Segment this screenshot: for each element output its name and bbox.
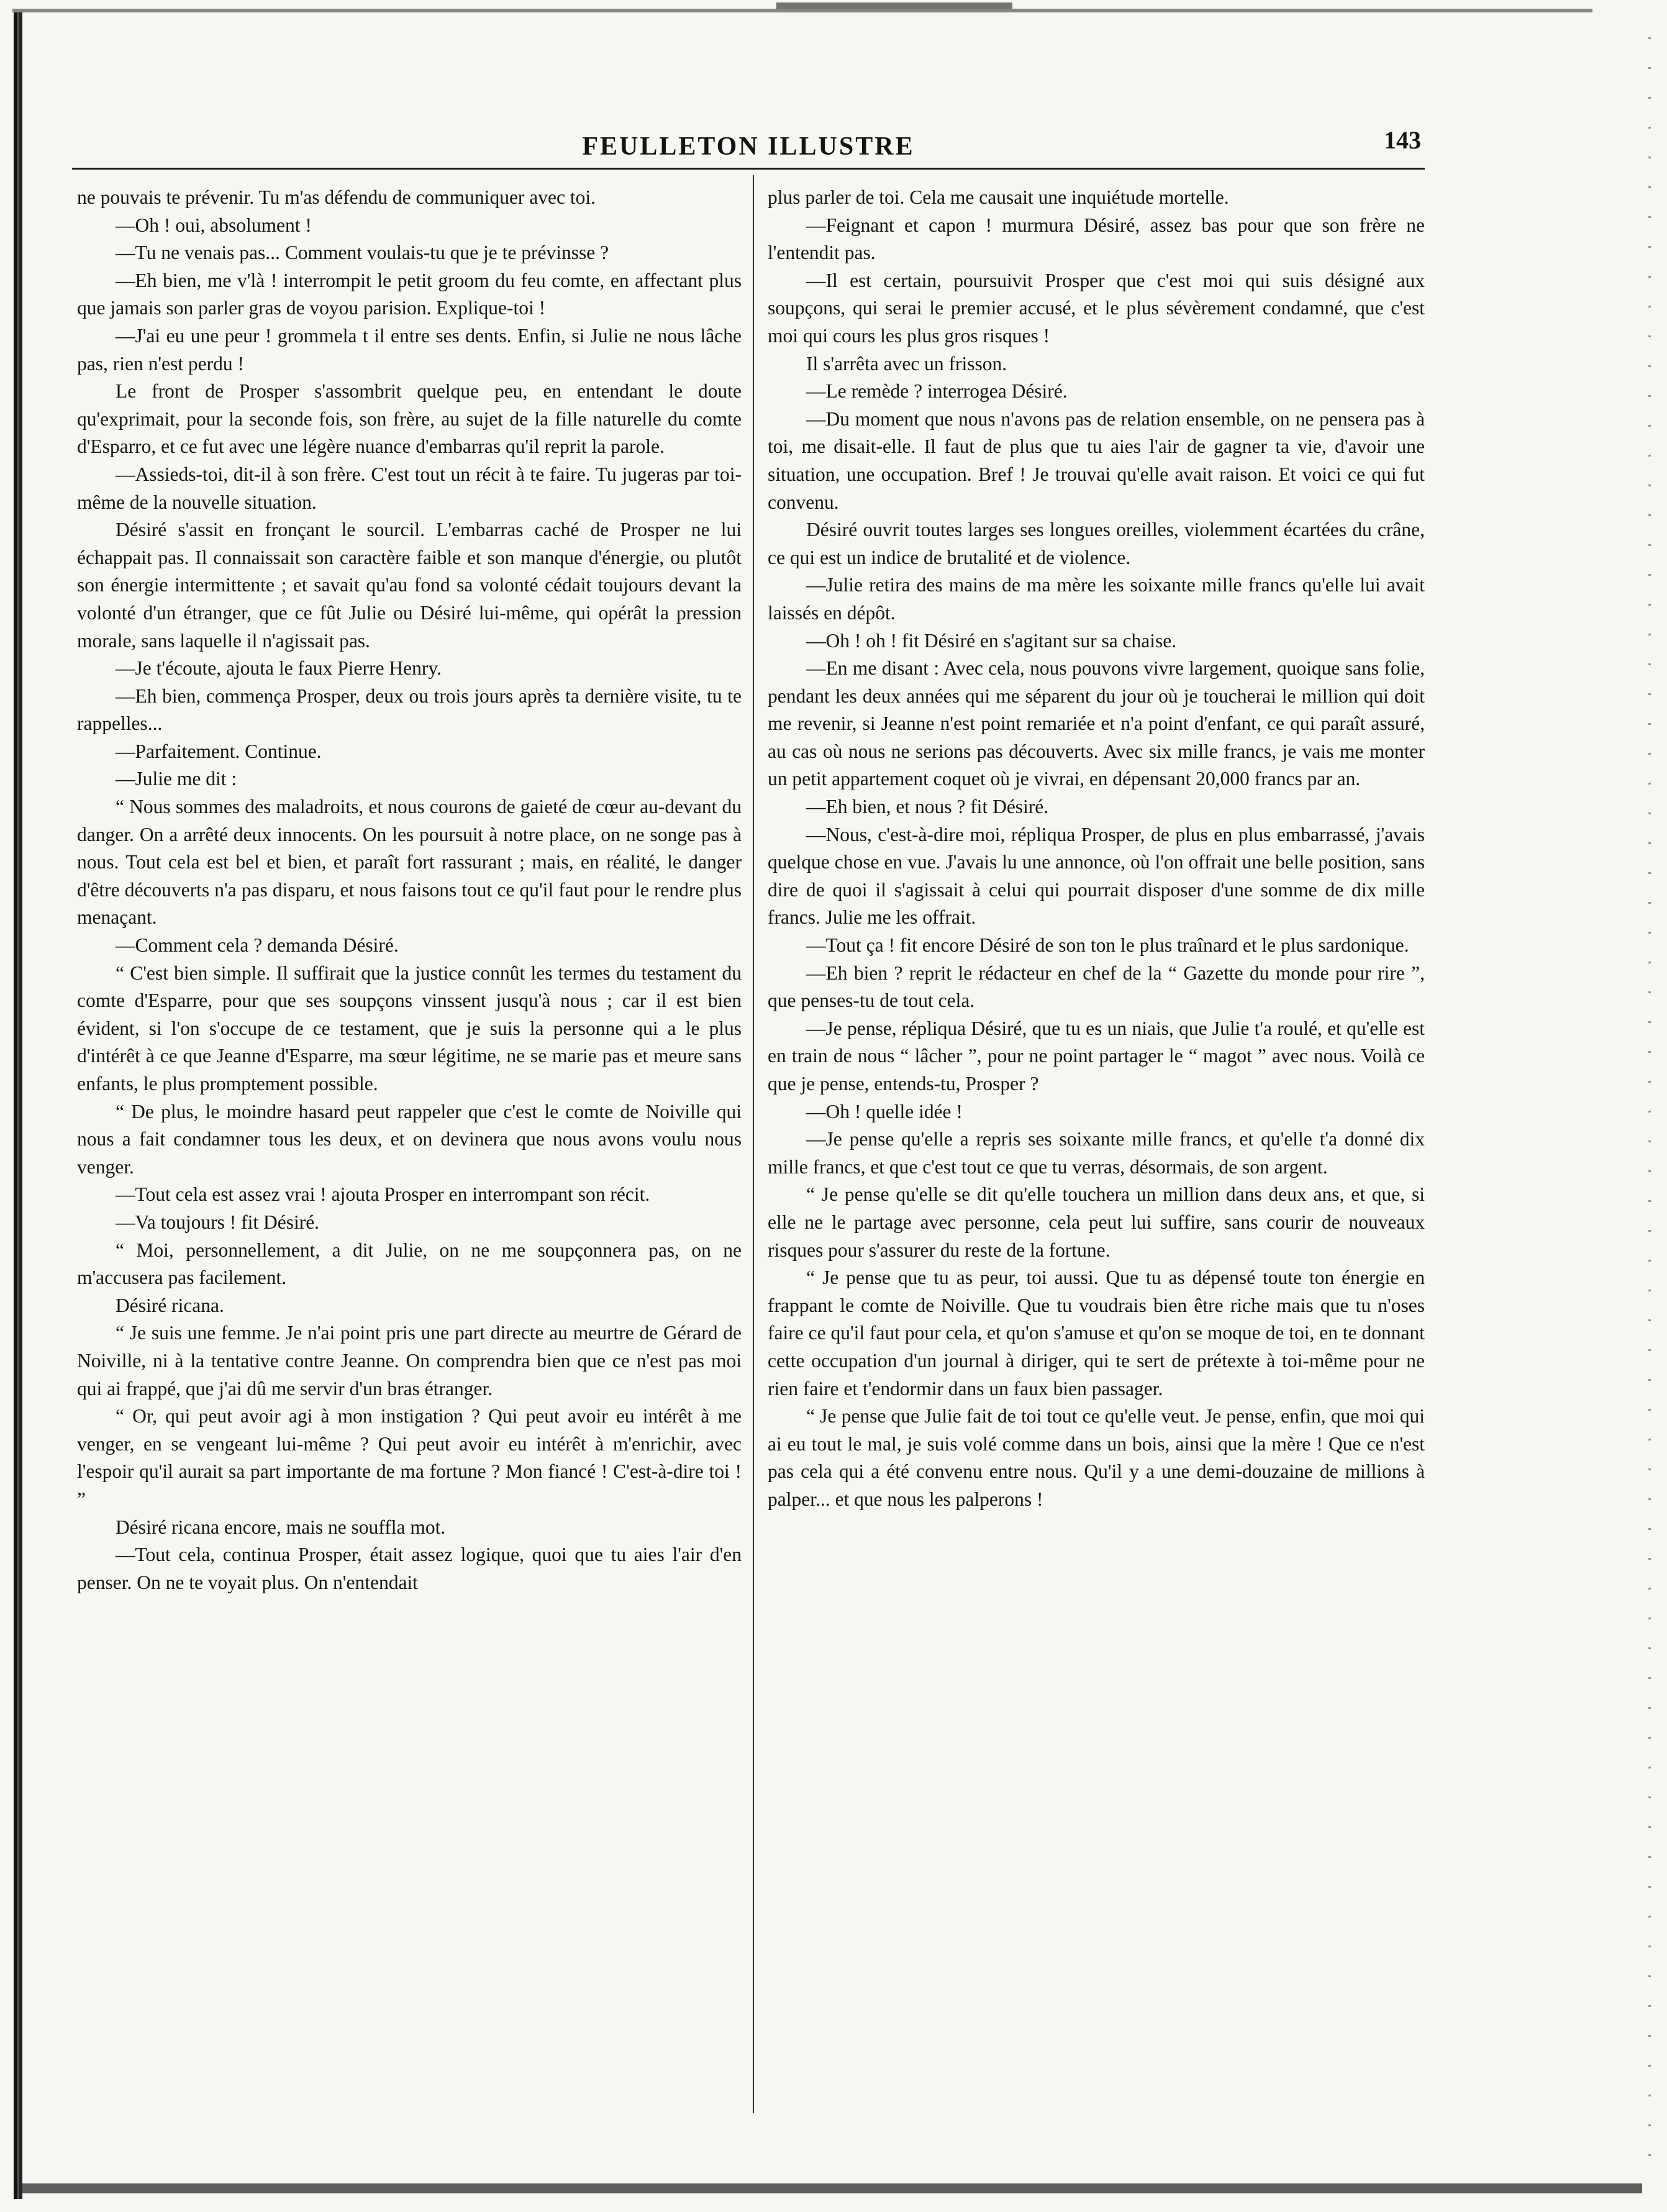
paragraph: —Tout ça ! fit encore Désiré de son ton le plus traînard et le plus sardonique. [806,934,1409,957]
paragraph: —Julie retira des mains de ma mère les soixante mille francs qu'elle lui avait laissés en dépôt. [768,574,1425,624]
page-number: 143 [1384,126,1421,154]
scan-edge-bottom [19,2183,1642,2193]
paragraph: —Eh bien, et nous ? fit Désiré. [806,796,1049,818]
paragraph: —Je t'écoute, ajouta le faux Pierre Henry. [116,657,442,680]
scan-edge-left [14,12,25,2199]
paragraph: “ C'est bien simple. Il suffirait que la justice connût les termes du testament du comte d'Esparre, pour que ses soupçons vinssent jusqu'à nous ; car il est bien évident, si l'on s'occupe de ce testament, que je suis la personne qui a le plus d'intérêt à ce que Jeanne d'Esparre, ma sœur légitime, ne se marie pas et meure sans enfants, le plus promptement possible. [77,962,742,1095]
paragraph: —Oh ! quelle idée ! [806,1100,963,1122]
column-divider [753,175,754,2113]
paragraph: Désiré ricana. [116,1294,224,1316]
paragraph: —Oh ! oui, absolument ! [116,214,312,236]
paragraph: —Eh bien, commença Prosper, deux ou trois jours après ta dernière visite, tu te rappelles... [77,685,742,735]
paragraph: Désiré ouvrit toutes larges ses longues oreilles, violemment écartées du crâne, ce qui est un indice de brutalité et de violence. [768,519,1425,568]
paragraph: —Va toujours ! fit Désiré. [116,1211,320,1233]
scan-edge-right [1648,37,1651,2174]
paragraph: —Nous, c'est-à-dire moi, répliqua Prosper, de plus en plus embarrassé, j'avais quelque chose en vue. J'avais lu une annonce, où l'on offrait une belle position, sans dire de quoi il s'agissait à celui qui pourrait disposer d'une somme de dix mille francs. Julie me les offrait. [768,823,1425,929]
page-title: FEULLETON ILLUSTRE [582,132,915,161]
right-column [768,184,1425,1514]
paragraph: —Julie me dit : [116,768,237,790]
paragraph: “ Nous sommes des maladroits, et nous courons de gaieté de cœur au-devant du danger. On a arrêté deux innocents. On les poursuit à notre place, on ne songe pas à nous. Tout cela est bel et bien, et paraît fort rassurant ; mais, en réalité, le danger d'être découverts n'a pas disparu, et nous faisons tout ce qu'il faut pour le rendre plus menaçant. [77,796,742,929]
paragraph: Désiré ricana encore, mais ne souffla mot. [116,1516,446,1538]
left-column [77,184,742,1596]
paragraph: “ Je pense que Julie fait de toi tout ce qu'elle veut. Je pense, enfin, que moi qui ai eu tout le mal, je suis volé comme dans un bois, ainsi que la mère ! Que ce n'est pas cela qui a été convenu entre nous. Qu'il y a une demi-douzaine de millions à palper... et que nous les palperons ! [768,1405,1425,1510]
paragraph: —En me disant : Avec cela, nous pouvons vivre largement, quoique sans folie, pendant les deux années qui me séparent du jour où je toucherai le million qui doit me revenir, si Jeanne n'est point remariée et n'a point d'enfant, ce qui paraît assuré, au cas où nous ne serions pas découverts. Avec six mille francs, je vais me monter un petit appartement coquet où je vivrai, en dépensant 20,000 francs par an. [768,657,1425,790]
scan-edge-top-mark [776,2,1012,9]
paragraph: “ Or, qui peut avoir agi à mon instigation ? Qui peut avoir eu intérêt à me venger, en se vengeant lui-même ? Qui peut avoir eu intérêt à m'enrichir, avec l'espoir qu'il aurait sa part importante de ma fortune ? Mon fiancé ! C'est-à-dire toi ! ” [77,1405,742,1510]
paragraph: —Le remède ? interrogea Désiré. [806,380,1068,403]
paragraph: —Il est certain, poursuivit Prosper que c'est moi qui suis désigné aux soupçons, qui serai le premier accusé, et le plus sévèrement condamné, que c'est moi qui cours les plus gros risques ! [768,269,1425,347]
paragraph: —Parfaitement. Continue. [116,740,322,762]
paragraph: —Tout cela est assez vrai ! ajouta Prosper en interrompant son récit. [116,1183,650,1206]
paragraph: ne pouvais te prévenir. Tu m'as défendu de communiquer avec toi. [77,186,596,208]
paragraph: —Feignant et capon ! murmura Désiré, assez bas pour que son frère ne l'entendit pas. [768,214,1425,264]
header-rule [72,168,1425,170]
paragraph: —Tu ne venais pas... Comment voulais-tu que je te prévinsse ? [116,242,609,264]
paragraph: Il s'arrêta avec un frisson. [806,352,1007,375]
paragraph: —Eh bien, me v'là ! interrompit le petit groom du feu comte, en affectant plus que jamais son parler gras de voyou parision. Explique-toi ! [77,269,742,319]
paragraph: —J'ai eu une peur ! grommela t il entre ses dents. Enfin, si Julie ne nous lâche pas, rien n'est perdu ! [77,324,742,375]
paragraph: —Je pense qu'elle a repris ses soixante mille francs, et qu'elle t'a donné dix mille francs, et que c'est tout ce que tu verras, désormais, de son argent. [768,1128,1425,1178]
paragraph: —Comment cela ? demanda Désiré. [116,934,399,957]
paragraph: —Oh ! oh ! fit Désiré en s'agitant sur sa chaise. [806,629,1177,652]
scan-edge-top [12,9,1592,12]
paragraph: —Tout cela, continua Prosper, était assez logique, quoi que tu aies l'air d'en penser. On ne te voyait plus. On n'entendait [77,1544,742,1593]
paragraph: —Eh bien ? reprit le rédacteur en chef de la “ Gazette du monde pour rire ”, que penses-tu de tout cela. [768,962,1425,1012]
paragraph: —Assieds-toi, dit-il à son frère. C'est tout un récit à te faire. Tu jugeras par toi-même de la nouvelle situation. [77,463,742,513]
paragraph: —Je pense, répliqua Désiré, que tu es un niais, que Julie t'a roulé, et qu'elle est en train de nous “ lâcher ”, pour ne point partager le “ magot ” avec nous. Voilà ce que je pense, entends-tu, Prosper ? [768,1017,1425,1095]
paragraph: “ Je pense que tu as peur, toi aussi. Que tu as dépensé toute ton énergie en frappant le comte de Noiville. Que tu voudrais bien être riche mais que tu n'oses faire ce qu'il faut pour cela, et qu'on s'amuse et qu'on se moque de toi, en te donnant cette occupation d'un journal à diriger, qui te sert de prétexte à toi-même pour ne rien faire et t'endormir dans un faux bien passager. [768,1267,1425,1400]
paragraph: Désiré s'assit en fronçant le sourcil. L'embarras caché de Prosper ne lui échappait pas. Il connaissait son caractère faible et son manque d'énergie, ou plutôt son énergie intermittente ; et savait qu'au fond sa volonté cédait toujours devant la volonté d'un étranger, que ce fût Julie ou Désiré lui-même, qui opérât la pression morale, sans laquelle il n'agissait pas. [77,519,742,652]
paragraph: “ Je pense qu'elle se dit qu'elle touchera un million dans deux ans, et que, si elle ne le partage avec personne, cela peut lui suffire, sans courir de nouveaux risques pour s'assurer du reste de la fortune. [768,1183,1425,1261]
paragraph: “ Je suis une femme. Je n'ai point pris une part directe au meurtre de Gérard de Noiville, ni à la tentative contre Jeanne. On comprendra bien que ce n'est pas moi qui ai frappé, que j'ai dû me servir d'un bras étranger. [77,1322,742,1400]
paragraph: —Du moment que nous n'avons pas de relation ensemble, on ne pensera pas à toi, me disait-elle. Il faut de plus que tu aies l'air de gagner ta vie, d'avoir une situation, une occupation. Bref ! Je trouvai qu'elle avait raison. Et voici ce qui fut convenu. [768,407,1425,513]
paragraph: “ Moi, personnellement, a dit Julie, on ne me soupçonnera pas, on ne m'accusera pas facilement. [77,1239,742,1289]
paragraph: plus parler de toi. Cela me causait une inquiétude mortelle. [768,186,1229,208]
running-header [72,124,1425,162]
paragraph: Le front de Prosper s'assombrit quelque peu, en entendant le doute qu'exprimait, pour la seconde fois, son frère, au sujet de la fille naturelle du comte d'Esparro, et ce fut avec une légère nuance d'embarras qu'il reprit la parole. [77,380,742,458]
paragraph: “ De plus, le moindre hasard peut rappeler que c'est le comte de Noiville qui nous a fait condamner tous les deux, et on devinera que nous avons voulu nous venger. [77,1100,742,1178]
